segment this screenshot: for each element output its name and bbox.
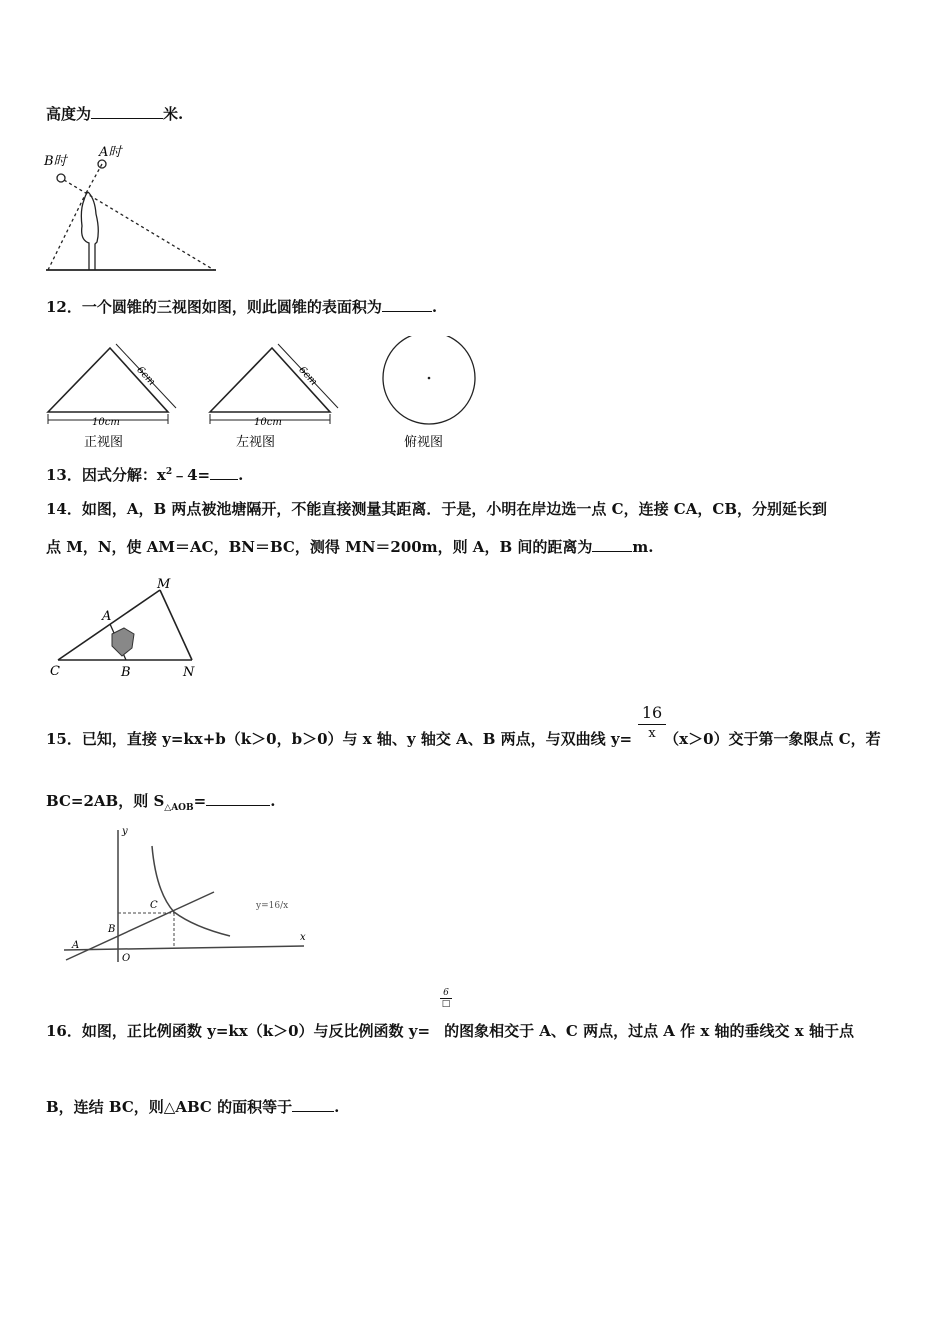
q13-text: 13．因式分解：x <box>46 466 166 484</box>
q12-end: . <box>431 298 438 316</box>
line-cm <box>58 590 160 660</box>
label-b: B <box>121 665 131 680</box>
q11-prefix: 高度为 <box>46 105 92 123</box>
label-curve: y=16/x <box>256 901 289 911</box>
q12-three-views <box>44 336 484 452</box>
q16-line1-a: 16．如图，正比例函数 y=kx（k＞0）与反比例函数 y= <box>46 1022 431 1040</box>
q13-rest: ﹣4= <box>172 466 211 484</box>
q14-end: m. <box>632 538 654 556</box>
q15-line2-b: = <box>193 792 207 810</box>
front-view <box>48 344 176 450</box>
q13-end: . <box>238 466 244 484</box>
q15-line2 <box>46 790 275 813</box>
shadow-ray-a <box>85 164 102 195</box>
label-m: M <box>157 577 171 592</box>
q14-line1: 14．如图，A，B 两点被池塘隔开，不能直接测量其距离．于是，小明在岸边选一点 C，连接 CA，CB，分别延长到 <box>46 500 827 518</box>
q15-subscript: △AOB <box>164 803 194 813</box>
left-view <box>210 344 338 450</box>
q16-frac-den: □ <box>441 999 451 1009</box>
front-caption: 正视图 <box>84 435 124 450</box>
front-base-label: 10cm <box>92 417 120 428</box>
x-axis <box>64 946 304 950</box>
q11-line <box>46 103 183 124</box>
label-a-time: A时 <box>99 145 122 160</box>
q16-line2 <box>46 1096 339 1117</box>
q14-line2-text: 点 M，N，使 AM＝AC，BN＝BC，测得 MN＝200m，则 A，B 间的距离为 <box>46 538 593 556</box>
hyperbola-curve <box>152 846 230 936</box>
q15-line1-a: 15．已知，直接 y=kx+b（k＞0，b＞0）与 x 轴、y 轴交 A、B 两点，与双曲线 y= <box>46 730 633 748</box>
q14-line2 <box>46 536 653 557</box>
q15-frac-den: x <box>648 726 656 741</box>
q11-suffix: 米. <box>163 105 184 123</box>
q13-line <box>46 464 243 485</box>
q13-blank <box>210 465 238 480</box>
label-point-a: A <box>72 940 80 951</box>
q16-line1-b: 的图象相交于 A、C 两点，过点 A 作 x 轴的垂线交 x 轴于点 <box>444 1022 854 1040</box>
tree-icon <box>81 192 98 270</box>
q13-exponent: 2 <box>165 467 173 477</box>
q15-blank <box>206 791 270 806</box>
q11-tree-figure <box>40 140 225 275</box>
q16-line2-text: B，连结 BC，则△ABC 的面积等于 <box>46 1098 293 1116</box>
label-y-axis: y <box>122 826 128 837</box>
q15-graph <box>60 822 322 964</box>
label-origin: O <box>122 953 131 964</box>
top-view <box>383 336 475 450</box>
line-mn <box>160 590 192 660</box>
q12-blank <box>382 297 432 312</box>
q15-fraction <box>638 703 666 741</box>
q16-line1 <box>46 1020 854 1041</box>
left-slant-label: 6cm <box>296 364 320 388</box>
left-caption: 左视图 <box>236 435 276 450</box>
sun-b-icon <box>57 174 65 182</box>
q15-frac-num: 16 <box>638 703 666 725</box>
q15-line2-a: BC=2AB，则 S <box>46 792 165 810</box>
q16-frac-num: 6 <box>440 988 452 999</box>
q14-pond-figure <box>44 576 214 684</box>
pond-shape <box>112 628 134 656</box>
q12-line <box>46 296 437 317</box>
q11-blank <box>91 104 163 119</box>
q15-line1-b: （x＞0）交于第一象限点 C，若 <box>664 730 881 748</box>
q16-end: . <box>334 1098 340 1116</box>
q15-line1 <box>46 728 881 749</box>
q14-blank <box>592 537 632 552</box>
label-x-axis: x <box>300 932 306 943</box>
front-slant-label: 6cm <box>134 364 158 388</box>
q15-end: . <box>270 792 276 810</box>
q16-blank <box>292 1097 334 1112</box>
label-c: C <box>50 664 60 679</box>
q12-text: 12．一个圆锥的三视图如图，则此圆锥的表面积为 <box>46 298 382 316</box>
label-point-c: C <box>150 900 158 911</box>
left-base-label: 10cm <box>254 417 282 428</box>
shadow-ray-b <box>48 195 85 270</box>
line-kx-b <box>66 892 214 960</box>
top-caption: 俯视图 <box>404 435 444 450</box>
q16-fraction <box>440 988 452 1009</box>
label-n: N <box>183 665 195 680</box>
label-a: A <box>102 609 112 624</box>
label-b-time: B时 <box>44 154 67 169</box>
label-point-b: B <box>108 924 116 935</box>
